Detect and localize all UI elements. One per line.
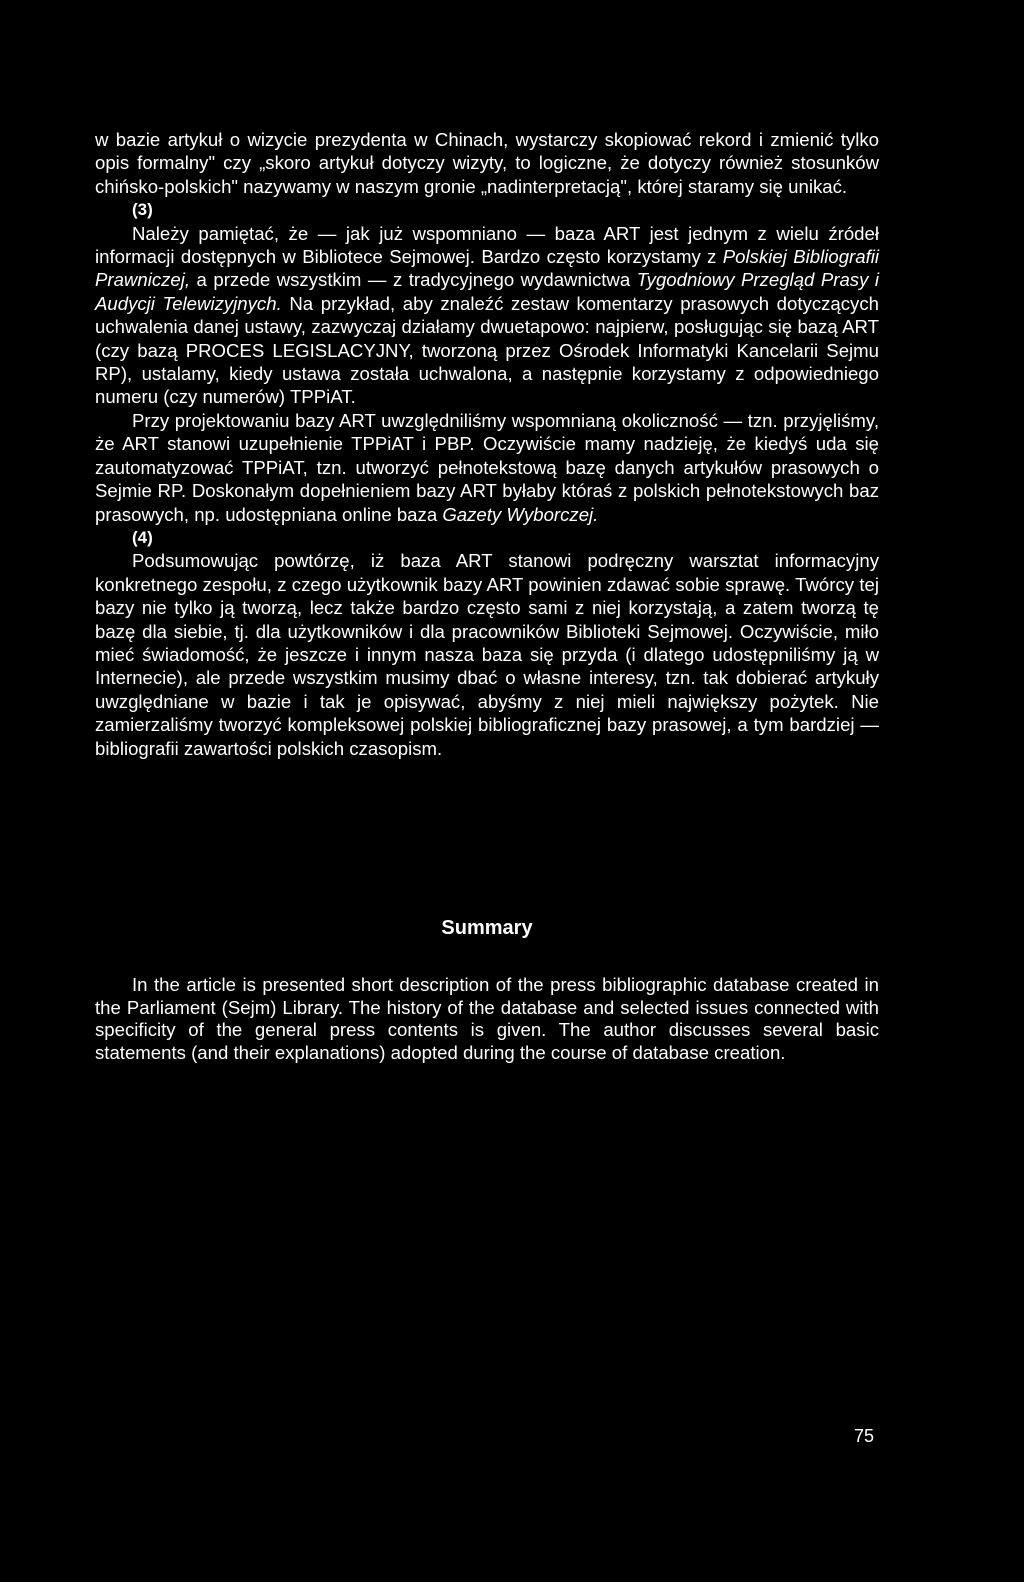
paragraph-2-text-a: Należy pamiętać, że — jak już wspomniano — baza ART jest jednym z wielu źródeł informacji dostępnych w Bibliotece Sejmowej. Bardzo często korzystamy z (95, 222, 879, 268)
section-marker-3: (3) (132, 200, 153, 220)
paragraph-4: Podsumowując powtórzę, iż baza ART stanowi podręczny warsztat informacyjny konkretnego zespołu, z czego użytkownik bazy ART powinien zdawać sobie sprawę. Twórcy tej bazy nie tylko ją tworzą, lecz także bardzo często sami z niej korzystają, a zatem tworzą tę bazę dla siebie, tj. dla użytkowników i dla pracowników Biblioteki Sejmowej. Oczywiście, miło mieć świadomość, że jeszcze i innym nasza baza się przyda (i dlatego udostępniliśmy ją w Internecie), ale przede wszystkim musimy dbać o własne interesy, tzn. tak dobierać artykuły uwzględniane w bazie i tak je opisywać, abyśmy z niej mieli największy pożytek. Nie zamierzaliśmy tworzyć kompleksowej polskiej bibliograficznej bazy prasowej, a tym bardziej — bibliografii zawartości polskich czasopism. (95, 550, 879, 759)
page-number: 75 (853, 1426, 874, 1446)
main-text-block (95, 128, 879, 760)
paragraph-2-italic-title-2: Tygodniowy Przegląd Prasy i Audycji Telewizyjnych. (95, 269, 879, 314)
body-text (95, 128, 879, 760)
summary-heading: Summary (441, 917, 533, 939)
paragraph-3-text: Przy projektowaniu bazy ART uwzględniliśmy wspomnianą okoliczność — tzn. przyjęliśmy, że ART stanowi uzupełnienie TPPiAT i PBP. Oczywiście mamy nadzieję, że kiedyś uda się zautomatyzować TPPiAT, tzn. utworzyć pełnotekstową bazę danych artykułów prasowych o Sejmie RP. Doskonałym dopełnieniem bazy ART byłaby któraś z polskich pełnotekstowych baz prasowych, np. udostępniana online baza (95, 409, 879, 525)
summary-text: In the article is presented short description of the press bibliographic database created in the Parliament (Sejm) Library. The history of the database and selected issues connected with specificity of the general press contents is given. The author discusses several basic statements (and their explanations) adopted during the course of database creation. (95, 974, 879, 1063)
summary-section (95, 915, 879, 1064)
paragraph-2-text-b: a przede wszystkim — z tradycyjnego wydawnictwa (190, 269, 637, 291)
paragraph-3-italic-title: Gazety Wyborczej. (442, 503, 599, 525)
section-marker-4: (4) (132, 527, 153, 547)
paragraph-3 (95, 409, 879, 526)
paragraph-2-italic-title-1: Polskiej Bibliografii Prawniczej, (95, 246, 880, 291)
paragraph-1: w bazie artykuł o wizycie prezydenta w Chinach, wystarczy skopiować rekord i zmienić tylko opis formalny" czy „skoro artykuł dotyczy wizyty, to logiczne, że dotyczy również stosunków chińsko-polskich" nazywamy w naszym gronie „nadinterpretacją", której staramy się unikać. (95, 129, 879, 197)
paragraph-2-text-c: Na przykład, aby znaleźć zestaw komentarzy prasowych dotyczących uchwalenia danej ustawy, zazwyczaj działamy dwuetapowo: najpierw, posługując się bazą ART (czy bazą PROCES LEGISLACYJNY, tworzoną przez Ośrodek Informatyki Kancelarii Sejmu RP), ustalamy, kiedy ustawa została uchwalona, a następnie korzystamy z odpowiedniego numeru (czy numerów) TPPiAT. (95, 292, 879, 408)
paragraph-2 (95, 222, 879, 409)
